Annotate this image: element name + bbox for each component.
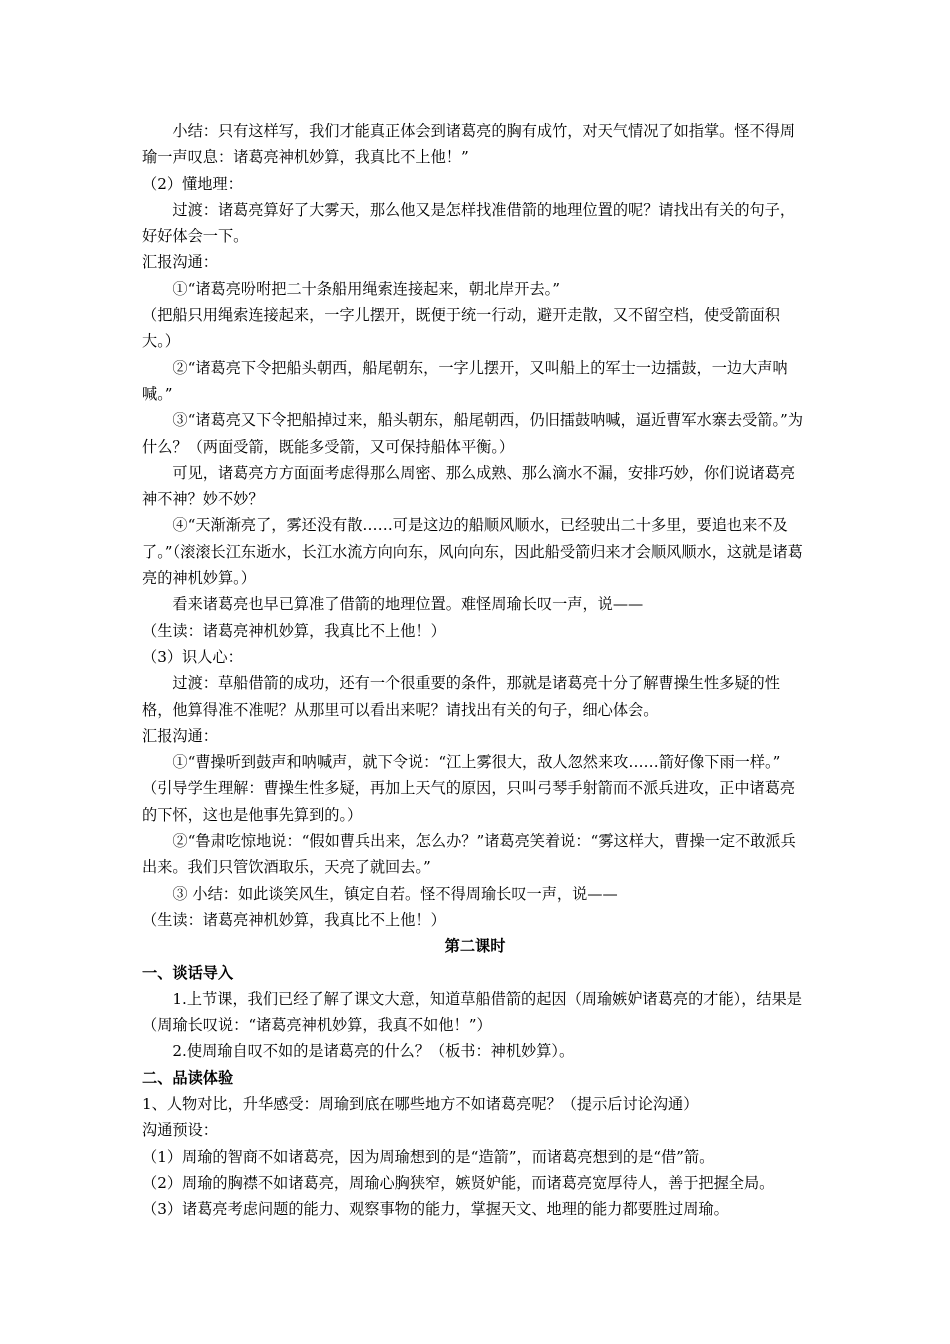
student-reading: （生读：诸葛亮神机妙算，我真比不上他！） <box>142 910 446 929</box>
body-paragraph: 看来诸葛亮也早已算准了借箭的地理位置。难怪周瑜长叹一声，说—— <box>172 595 644 614</box>
preset-item: （2）周瑜的胸襟不如诸葛亮，周瑜心胸狭窄，嫉贤妒能，而诸葛亮宽厚待人，善于把握全局。 <box>142 1173 775 1192</box>
quote-item: ①“曹操听到鼓声和呐喊声，就下令说：“江上雾很大，敌人忽然来攻……箭好像下雨一样。” <box>172 753 781 772</box>
explanation-paragraph: （引导学生理解：曹操生性多疑，再加上天气的原因，只叫弓琴手射箭而不派兵进攻，正中诸葛亮的下怀，这也是他事先算到的。） <box>142 779 796 824</box>
student-reading: （生读：诸葛亮神机妙算，我真比不上他！） <box>142 621 446 640</box>
transition-paragraph: 过渡：诸葛亮算好了大雾天，那么他又是怎样找准借箭的地理位置的呢？请找出有关的句子，好好体会一下。 <box>142 200 796 246</box>
numbered-item: 2.使周瑜自叹不如的是诸葛亮的什么？（板书：神机妙算）。 <box>172 1042 575 1061</box>
report-label: 汇报沟通： <box>142 726 218 745</box>
section-geography: （2）懂地理： <box>142 174 243 193</box>
report-label: 汇报沟通： <box>142 253 218 272</box>
document-page <box>142 118 808 1222</box>
numbered-item: 1、人物对比，升华感受：周瑜到底在哪些地方不如诸葛亮呢？（提示后讨论沟通） <box>142 1094 699 1113</box>
preset-label: 沟通预设： <box>142 1121 218 1140</box>
section-psychology: （3）识人心： <box>142 647 243 666</box>
summary-paragraph: ③ 小结：如此谈笑风生，镇定自若。怪不得周瑜长叹一声，说—— <box>172 884 618 903</box>
transition-paragraph: 过渡：草船借箭的成功，还有一个很重要的条件，那就是诸葛亮十分了解曹操生性多疑的性格，他算得准不准呢？从那里可以看出来呢？请找出有关的句子，细心体会。 <box>142 674 780 719</box>
quote-item: ①“诸葛亮吩咐把二十条船用绳索连接起来，朝北岸开去。” <box>172 279 561 298</box>
preset-item: （3）诸葛亮考虑问题的能力、观察事物的能力，掌握天文、地理的能力都要胜过周瑜。 <box>142 1200 729 1219</box>
explanation-paragraph: （把船只用绳索连接起来，一字儿摆开，既便于统一行动，避开走散，又不留空档，使受箭面积大。） <box>142 306 780 351</box>
numbered-item: 1.上节课，我们已经了解了课文大意，知道草船借箭的起因（周瑜嫉妒诸葛亮的才能），结果是（周瑜长叹说：“诸葛亮神机妙算，我真不如他！”） <box>142 989 802 1035</box>
section-heading: 二、品读体验 <box>142 1068 234 1087</box>
lesson-title: 第二课时 <box>444 937 506 956</box>
body-paragraph: 可见，诸葛亮方方面面考虑得那么周密、那么成熟、那么滴水不漏，安排巧妙，你们说诸葛亮神不神？妙不妙？ <box>142 463 796 509</box>
quote-item: ②“鲁肃吃惊地说：“假如曹兵出来，怎么办？”诸葛亮笑着说：“雾这样大，曹操一定不敢派兵出来。我们只管饮酒取乐，天亮了就回去。” <box>142 832 796 877</box>
quote-item: ③“诸葛亮又下令把船掉过来，船头朝东，船尾朝西，仍旧擂鼓呐喊，逼近曹军水寨去受箭。”为什么？（两面受箭，既能多受箭，又可保持船体平衡。） <box>142 411 804 456</box>
section-heading: 一、谈话导入 <box>142 963 234 982</box>
summary-paragraph: 小结：只有这样写，我们才能真正体会到诸葛亮的胸有成竹，对天气情况了如指掌。怪不得周瑜一声叹息：诸葛亮神机妙算，我真比不上他！” <box>142 122 796 167</box>
preset-item: （1）周瑜的智商不如诸葛亮，因为周瑜想到的是“造箭”，而诸葛亮想到的是“借”箭。 <box>142 1147 715 1166</box>
quote-item: ②“诸葛亮下令把船头朝西，船尾朝东，一字儿摆开，又叫船上的军士一边擂鼓，一边大声呐喊。” <box>142 358 788 403</box>
quote-item: ④“天渐渐亮了，雾还没有散……可是这边的船顺风顺水，已经驶出二十多里，要追也来不及了。”（滚滚长江东逝水，长江水流方向向东，风向向东，因此船受箭归来才会顺风顺水，这就是诸葛亮的神机妙算。） <box>142 516 803 588</box>
